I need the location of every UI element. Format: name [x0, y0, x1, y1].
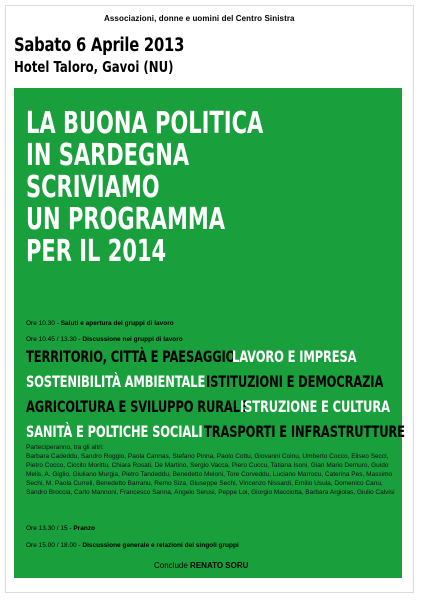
- participants-intro: Parteciperanno, tra gli altri:: [26, 444, 104, 451]
- headline-line-2: IN SARDEGNA: [26, 138, 190, 173]
- schedule-description: Saluti e apertura dei gruppi di lavoro: [60, 320, 174, 327]
- conclusion: [154, 561, 248, 570]
- participants-names: Barbara Cadeddu, Sandro Roggio, Paola Cannas, Stefano Pinna, Paolo Cottu, Giovanni Coinu, Umberto Cocco, Eliseo Secci, Pietro Cocco, Ciccito Morittu, Chiara Rosati, De Martino, Sergio Vacca, Piero Cuccu, Tatiana Isoni, Gian Mario Demuro, Guido Melis, A. Giglio, Giuliano Murgia, Pietro Tandeddu, Benedetto Meloni, Tore Corveddu, Luciano Marrocu, Caterina Pes, Massimo Sechi, M. Paola Curreli, Benedetto Barranu, Remo Siza, Giuseppe Sechi, Vincenzo Nissardi, Emilio Usula, Domenico Canu, Sandro Broccia, Carlo Mannoni, Francesco Sanna, Angelo Serusi, Peppe Loi, Giorgio Macciotta, Barbara Argiolas, Giulio Calvisi: [26, 452, 395, 496]
- organizer: Associazioni, donne e uomini del Centro Sinistra: [104, 14, 295, 23]
- schedule-working-groups: Ore 10.45 / 13.30 - Discussione nei gruppi di lavoro: [26, 336, 183, 343]
- schedule-time: Ore 10.45 / 13.30: [26, 336, 77, 343]
- topic-agricoltura: AGRICOLTURA E SVILUPPO RURALE: [26, 397, 248, 416]
- schedule-description: Pranzo: [73, 525, 96, 532]
- headline-line-3: SCRIVIAMO: [26, 170, 160, 205]
- topic-lavoro: LAVORO E IMPRESA: [232, 347, 357, 366]
- topic-istituzioni: ISTITUZIONI E DEMOCRAZIA: [206, 372, 384, 391]
- schedule-time: Ore 13.30 / 15: [26, 525, 68, 532]
- topic-sanita: SANITÀ E POLTICHE SOCIALI: [26, 422, 203, 441]
- topic-territorio: TERRITORIO, CITTÀ E PAESAGGIO: [26, 347, 236, 366]
- participants-list: [26, 444, 398, 497]
- headline-line-1: LA BUONA POLITICA: [26, 106, 264, 141]
- schedule-opening: Ore 10.30 - Saluti e apertura dei gruppi di lavoro: [26, 320, 174, 327]
- schedule-description: Discussione nei gruppi di lavoro: [82, 336, 183, 343]
- headline: [26, 108, 365, 268]
- headline-line-4: UN PROGRAMMA: [26, 202, 226, 237]
- event-date: Sabato 6 Aprile 2013: [14, 35, 185, 56]
- schedule-time: Ore 15.00 / 18.00: [26, 542, 77, 549]
- schedule-time: Ore 10.30: [26, 320, 55, 327]
- event-venue: Hotel Taloro, Gavoi (NU): [14, 58, 174, 76]
- schedule-description: Discussione generale e relazioni dei singoli gruppi: [82, 542, 239, 549]
- topic-sostenibilita: SOSTENIBILITÀ AMBIENTALE: [26, 372, 206, 391]
- schedule-lunch: Ore 13.30 / 15 - Pranzo: [26, 525, 96, 532]
- conclusion-speaker: RENATO SORU: [190, 561, 249, 570]
- conclusion-label: Conclude: [154, 561, 188, 570]
- topic-trasporti: TRASPORTI E INFRASTRUTTURE: [204, 422, 405, 441]
- schedule-afternoon: Ore 15.00 / 18.00 - Discussione generale e relazioni dei singoli gruppi: [26, 542, 239, 549]
- headline-line-5: PER IL 2014: [26, 234, 167, 269]
- program-panel: [14, 88, 405, 578]
- topic-istruzione: ISTRUZIONE E CULTURA: [240, 397, 390, 416]
